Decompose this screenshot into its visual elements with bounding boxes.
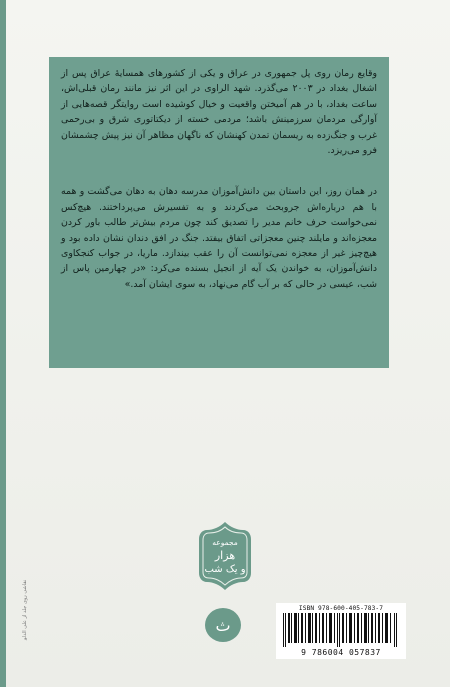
svg-text:هزار: هزار bbox=[214, 549, 236, 562]
svg-text:مجموعه: مجموعه bbox=[212, 538, 238, 547]
isbn-barcode bbox=[276, 603, 406, 659]
cover-spine-edge bbox=[0, 0, 6, 687]
barcode-number: 9 786004 057837 bbox=[301, 648, 381, 657]
barcode-bars bbox=[281, 613, 401, 647]
isbn-text: ISBN 978-600-405-783-7 bbox=[298, 605, 384, 612]
synopsis-paragraph-1: وقایع رمان روی پل جمهوری در عراق و یکی از کشورهای همسایهٔ عراق پس از اشغال بغداد در ۲۰۰۳ می‌گذرد. شهد الراوی در این اثر نیز مانند رمان قبلی‌اش، ساعت بغداد، با در هم آمیختن واقعیت و خیال کوشیده است روایتگر قصه‌هایی از آوارگی مردمان سرزمینش باشد؛ مردمی خسته از دیکتاتوری شرق و بی‌رحمی غرب و جنگ‌زده به ریسمان تمدن کهنشان که ناگهان مظاهر آن نیز پیش چشمشان فرو می‌ریزد. bbox=[61, 68, 377, 157]
synopsis-panel bbox=[49, 57, 389, 368]
svg-text:و یک شب: و یک شب bbox=[204, 564, 246, 575]
series-badge-icon bbox=[196, 522, 254, 590]
cover-art-credit: نقاشی روی جلد از علی الدلو bbox=[22, 579, 28, 640]
synopsis-paragraph-2: در همان روز، این داستان بین دانش‌آموزان مدرسه دهان به دهان می‌گشت و همه با هم درباره‌اش جروبحث می‌کردند و به تفسیرش می‌پرداختند. هیچ‌کس نمی‌خواست حرف خانم مدیر را تصدیق کند چون مردم بیش‌تر طالب باور کردن معجزه‌اند و مایلند چنین معجزاتی اتفاق بیفتد. جنگ در افق دندان نشان داده بود و هیچ‌چیز غیر از معجزه نمی‌توانست آن را عقب بیندازد. ماریا، در جواب کنجکاوی دانش‌آموزان، به خواندن یک آیه از انجیل بسنده می‌کرد: «در چهارمین پاس از شب، عیسی در حالی که بر آب گام می‌نهاد، به سوی ایشان آمد.» bbox=[61, 186, 377, 290]
publisher-logo-icon: ث bbox=[205, 608, 241, 642]
